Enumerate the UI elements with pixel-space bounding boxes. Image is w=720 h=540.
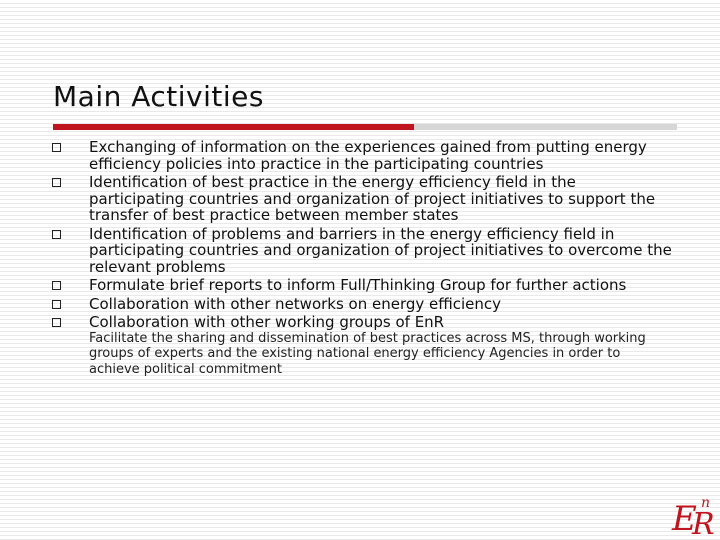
list-item: [50, 296, 675, 313]
list-item: [50, 314, 675, 377]
square-bullet-icon: [52, 281, 61, 290]
activity-list: [50, 139, 675, 379]
square-bullet-icon: [52, 178, 61, 187]
square-bullet-icon: [52, 300, 61, 309]
list-item-text: Collaboration with other working groups of EnR: [89, 313, 445, 331]
list-item: [50, 139, 675, 172]
enr-logo-icon: [668, 490, 720, 536]
list-item: [50, 226, 675, 276]
title-underline-red: [53, 124, 414, 130]
list-item: [50, 174, 675, 224]
list-item: [50, 277, 675, 294]
square-bullet-icon: [52, 318, 61, 327]
square-bullet-icon: [52, 143, 61, 152]
list-item-text: Exchanging of information on the experiences gained from putting energy efficiency policies into practice in the participating countries: [89, 138, 647, 173]
square-bullet-icon: [52, 230, 61, 239]
list-item-text: Identification of best practice in the energy efficiency field in the participating countries and organization of project initiatives to support the transfer of best practice between member states: [89, 173, 656, 224]
svg-text:n: n: [701, 495, 711, 511]
list-item-subtext: Facilitate the sharing and dissemination of best practices across MS, through working groups of experts and the existing national energy efficiency Agencies in order to achieve political commitment: [89, 330, 646, 377]
page-title: Main Activities: [53, 80, 264, 113]
svg-text:E: E: [672, 499, 697, 536]
list-item-text: Identification of problems and barriers in the energy efficiency field in participating countries and organization of project initiatives to overcome the relevant problems: [89, 224, 672, 276]
title-underline-grey: [414, 124, 677, 130]
svg-text:R: R: [692, 507, 715, 536]
list-item-text: Collaboration with other networks on energy efficiency: [89, 294, 502, 313]
list-item-text: Formulate brief reports to inform Full/Thinking Group for further actions: [89, 276, 627, 294]
